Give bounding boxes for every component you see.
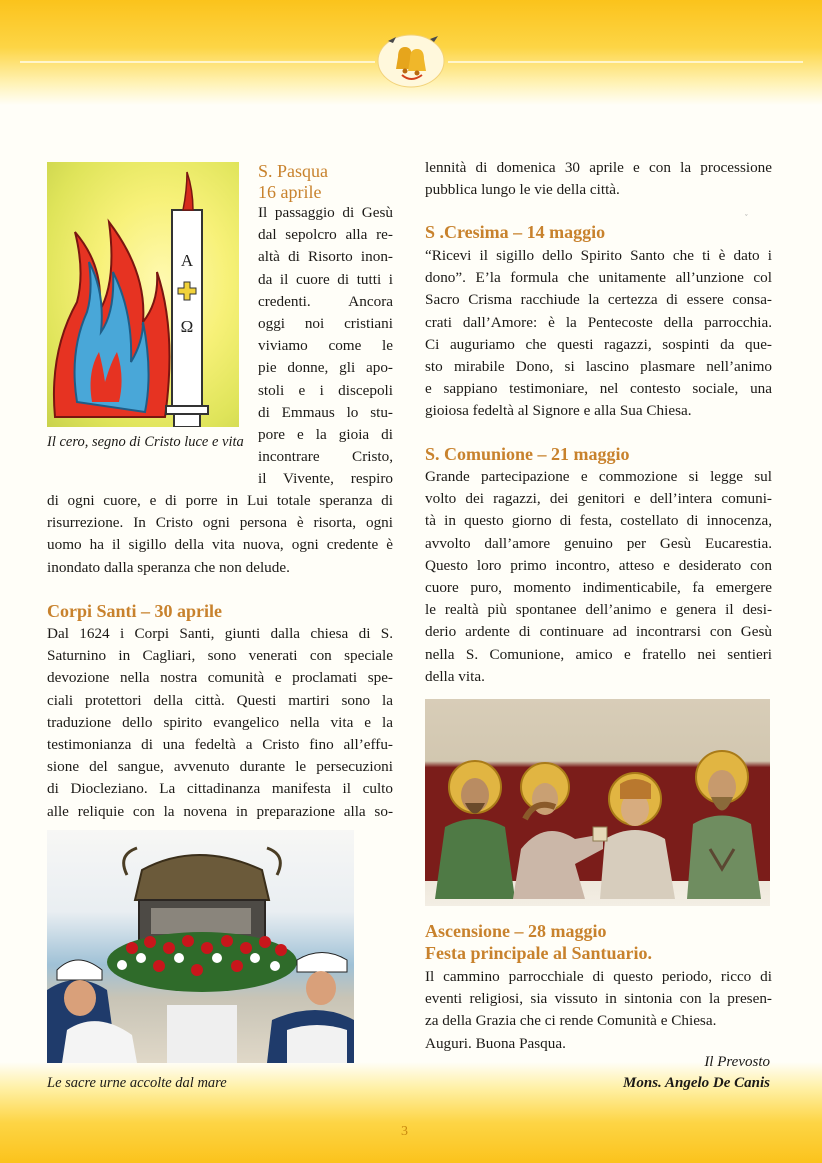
- flame-candle-drawing: [47, 162, 239, 427]
- text-line: nella S. Comunione, amico e fratello nei sentieri: [425, 645, 772, 663]
- text-line: Ci auguriamo che questi ragazzi, sospinti da que-: [425, 335, 772, 353]
- text-line: “Ricevi il sigillo dello Spirito Santo che ti è dato i: [425, 247, 772, 264]
- text-line: da il cuore di tutti i: [258, 270, 393, 288]
- text-line: devozione nella nostra comunità e proclamati spe-: [47, 669, 393, 687]
- text-line: lennità di domenica 30 aprile e con la processione: [425, 159, 772, 176]
- text-line: pie donne, gli apo-: [258, 359, 393, 377]
- text-line: di Diocleziano. La cittadinanza manifesta il culto: [47, 780, 393, 798]
- text-line: e sappiano testimoniare, nel contesto sociale, una: [425, 380, 772, 398]
- cresima-text: [425, 245, 772, 423]
- comunione-text: [425, 466, 772, 688]
- text-line: volto dei ragazzi, dei genitori e dell’intera comuni-: [425, 490, 772, 508]
- text-line: eventi religiosi, sia vissuto in sintonia con la presen-: [425, 990, 772, 1008]
- communion-fresco-image: [425, 699, 770, 906]
- text-line: viviamo come le: [258, 337, 393, 355]
- candle-omega-letter: Ω: [180, 317, 194, 336]
- header-rule-left: [20, 61, 375, 63]
- ascensione-title: Ascensione – 28 maggio: [425, 921, 607, 941]
- decorative-mark: ˇ: [745, 213, 748, 222]
- text-line: risurrezione. In Cristo ogni persona è risorta, ogni: [47, 514, 393, 532]
- text-line: dal sepolcro alla re-: [258, 226, 393, 244]
- text-line: Auguri. Buona Pasqua.: [425, 1034, 566, 1052]
- pasqua-title: S. Pasqua: [258, 161, 329, 181]
- fresco-drawing: [425, 699, 770, 906]
- header-rule-right: [448, 61, 803, 63]
- corpi-santi-text: [47, 623, 393, 823]
- text-line: avvolto dall’amore genuino per Gesù Eucarestia.: [425, 534, 772, 552]
- ascensione-subtitle: Festa principale al Santuario.: [425, 943, 653, 963]
- text-line: inondato dalla speranza che non delude.: [47, 558, 290, 576]
- page-number: 3: [401, 1124, 408, 1139]
- text-line: za della Grazia che ci rende Comunità e Chiesa.: [425, 1012, 717, 1030]
- text-line: Questo loro primo incontro, atteso e desiderato con: [425, 556, 772, 574]
- text-line: Il passaggio di Gesù: [258, 204, 393, 221]
- text-line: stoli e i discepoli: [258, 381, 393, 399]
- text-line: crati dall’Amore: è la Pentecoste della parrocchia.: [425, 313, 772, 331]
- text-line: tà in questo giorno di festa, costellato di innocenza,: [425, 512, 772, 530]
- pasqua-narrow-text: [258, 202, 393, 491]
- text-line: Saturnino in Cagliari, sono venerati con speciale: [47, 647, 393, 665]
- text-line: alle reliquie con la novena in preparazione alla so-: [47, 802, 393, 820]
- text-line: sione del sangue, avvenuto durante le persecuzioni: [47, 758, 393, 776]
- text-line: ciali protettori della città. Questi martiri sono la: [47, 691, 393, 709]
- text-line: di ogni cuore, e di porre in Lui totale speranza di: [47, 492, 393, 509]
- corpi-santi-continuation: [425, 157, 772, 201]
- text-line: Sacro Crisma racchiude la certezza di essere consa-: [425, 291, 772, 309]
- procession-photo: [47, 830, 354, 1063]
- text-line: traduzione dello spirito evangelico nella vita e la: [47, 713, 393, 731]
- text-line: pubblica lungo le vie della città.: [425, 181, 620, 199]
- text-line: oggi noi cristiani: [258, 315, 393, 333]
- text-line: credenti. Ancora: [258, 292, 393, 310]
- text-line: di Emmaus lo stu-: [258, 403, 393, 421]
- text-line: uomo ha il sigillo della vita nuova, ogni credente è: [47, 536, 393, 554]
- text-line: il Vivente, respiro: [258, 470, 393, 488]
- text-line: incontrare Cristo,: [258, 448, 393, 466]
- candle-alpha-letter: A: [180, 251, 194, 270]
- text-line: gioiosa fedeltà al Signore e alla Sua Chiesa.: [425, 402, 692, 420]
- signature-role: Il Prevosto: [704, 1054, 770, 1070]
- pasqua-wide-text: [47, 490, 393, 579]
- text-line: Grande partecipazione e commozione si legge sul: [425, 468, 772, 485]
- pasqua-date: 16 aprile: [258, 182, 322, 202]
- text-line: Il cammino parrocchiale di questo periodo, ricco di: [425, 968, 772, 985]
- procession-caption: Le sacre urne accolte dal mare: [47, 1075, 227, 1091]
- signature-name: Mons. Angelo De Canis: [623, 1075, 770, 1091]
- text-line: cuore puro, momento indimenticabile, fa emergere: [425, 579, 772, 597]
- text-line: pore e la gioia di: [258, 426, 393, 444]
- text-line: dono”. E’la formula che unitamente all’unzione col: [425, 269, 772, 287]
- text-line: le realtà più spontanee dell’animo e genera il desi-: [425, 601, 772, 619]
- corpi-santi-title: Corpi Santi – 30 aprile: [47, 601, 223, 621]
- easter-candle-image: [47, 162, 239, 427]
- text-line: della vita.: [425, 667, 485, 685]
- text-line: Dal 1624 i Corpi Santi, giunti dalla chiesa di S.: [47, 625, 393, 642]
- candle-caption: Il cero, segno di Cristo luce e vita: [47, 434, 244, 450]
- text-line: derio ardente di continuare ad incontrarsi con Gesù: [425, 623, 772, 641]
- text-line: altà di Risorto inon-: [258, 248, 393, 266]
- text-line: sto mirabile Dono, si lascino plasmare nell’animo: [425, 358, 772, 376]
- procession-drawing: [47, 830, 354, 1063]
- cresima-title: S .Cresima – 14 maggio: [425, 222, 606, 242]
- bells-logo-icon: [376, 27, 446, 89]
- comunione-title: S. Comunione – 21 maggio: [425, 444, 630, 464]
- ascensione-text: [425, 966, 772, 1055]
- text-line: testimonianza di una fedeltà a Cristo fino all’effu-: [47, 736, 393, 754]
